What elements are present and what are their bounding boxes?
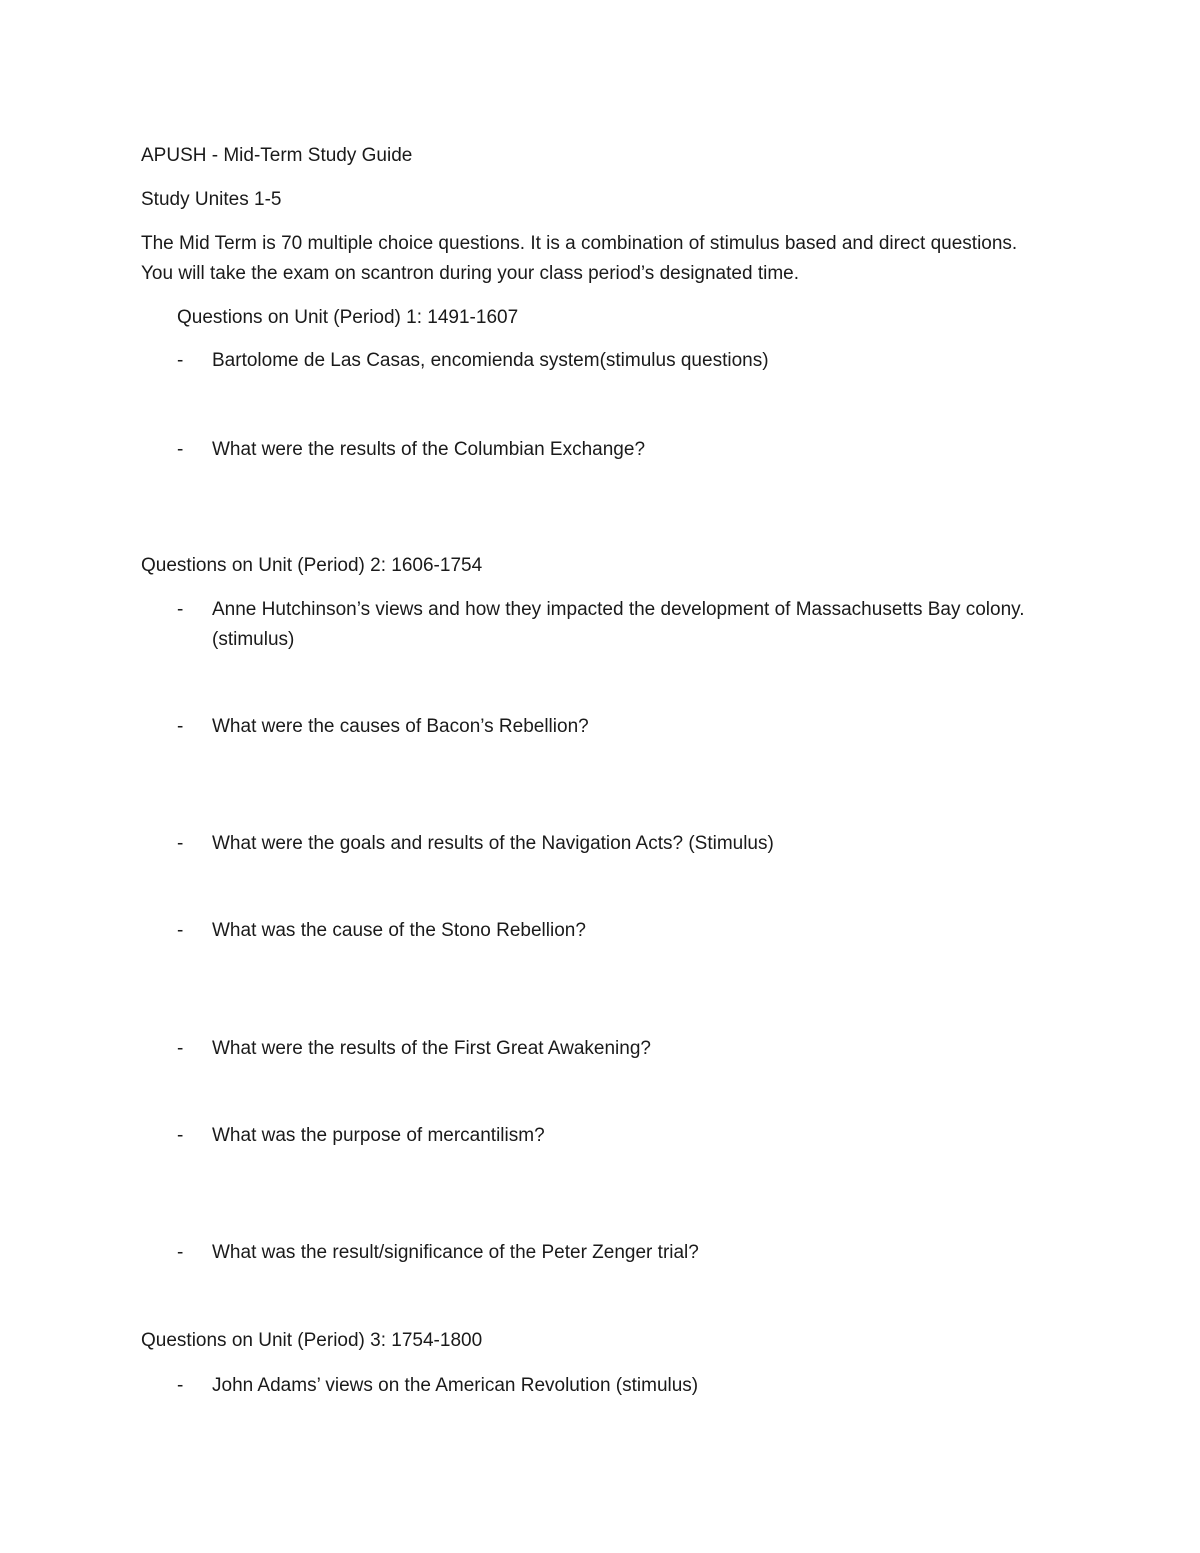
unit2-heading: Questions on Unit (Period) 2: 1606-1754	[141, 555, 483, 576]
unit1-heading: Questions on Unit (Period) 1: 1491-1607	[177, 307, 519, 328]
unit2-item-3: What were the goals and results of the Navigation Acts? (Stimulus)	[212, 833, 774, 854]
unit2-item-1-line-1: Anne Hutchinson’s views and how they impacted the development of Massachusetts Bay colony.	[212, 599, 1025, 620]
document-subtitle: Study Unites 1-5	[141, 189, 282, 210]
unit2-item-1-line-2: (stimulus)	[212, 629, 295, 650]
list-bullet: -	[177, 350, 184, 371]
list-bullet: -	[177, 920, 184, 941]
unit1-item-1: Bartolome de Las Casas, encomienda system(stimulus questions)	[212, 350, 769, 371]
unit2-item-5: What were the results of the First Great Awakening?	[212, 1038, 651, 1059]
unit3-heading: Questions on Unit (Period) 3: 1754-1800	[141, 1330, 483, 1351]
unit2-item-7: What was the result/significance of the Peter Zenger trial?	[212, 1242, 699, 1263]
list-bullet: -	[177, 439, 184, 460]
unit2-item-6: What was the purpose of mercantilism?	[212, 1125, 545, 1146]
list-bullet: -	[177, 1125, 184, 1146]
list-bullet: -	[177, 1242, 184, 1263]
document-title: APUSH - Mid-Term Study Guide	[141, 145, 413, 166]
unit2-item-2: What were the causes of Bacon’s Rebellion?	[212, 716, 589, 737]
intro-paragraph-line-1: The Mid Term is 70 multiple choice questions. It is a combination of stimulus based and direct questions.	[141, 233, 1018, 254]
list-bullet: -	[177, 833, 184, 854]
list-bullet: -	[177, 716, 184, 737]
unit1-item-2: What were the results of the Columbian Exchange?	[212, 439, 646, 460]
list-bullet: -	[177, 1375, 184, 1396]
intro-paragraph-line-2: You will take the exam on scantron during your class period’s designated time.	[141, 263, 799, 284]
list-bullet: -	[177, 1038, 184, 1059]
list-bullet: -	[177, 599, 184, 620]
unit2-item-4: What was the cause of the Stono Rebellion?	[212, 920, 586, 941]
unit3-item-1: John Adams’ views on the American Revolution (stimulus)	[212, 1375, 699, 1396]
